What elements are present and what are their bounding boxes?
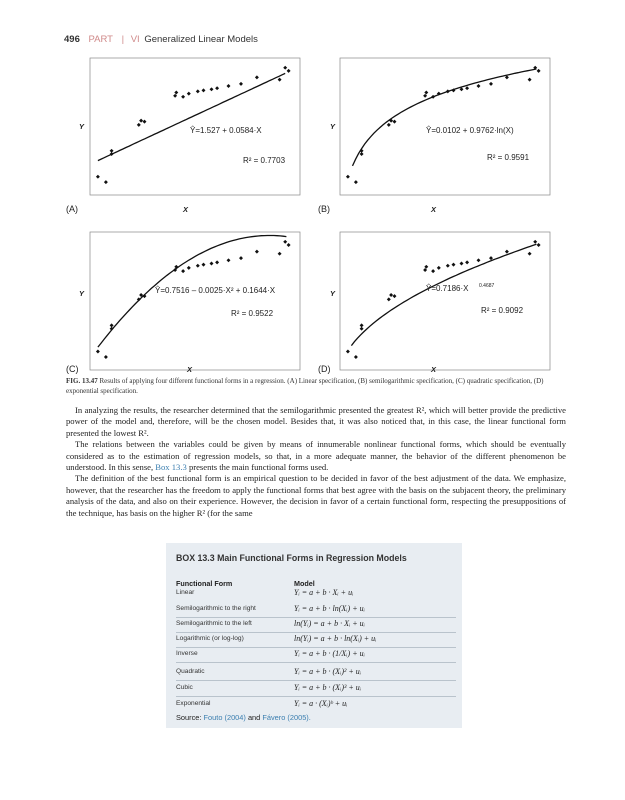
chapter-title: Generalized Linear Models <box>144 34 258 45</box>
box-row <box>176 588 456 602</box>
data-point <box>283 240 287 244</box>
row-divider <box>176 662 456 663</box>
functional-form-name: Exponential <box>176 700 211 707</box>
r-squared-label: R² = 0.9591 <box>487 153 530 162</box>
x-axis-label: X <box>431 365 437 374</box>
functional-form-name: Cubic <box>176 684 193 691</box>
data-point <box>505 250 509 254</box>
data-point <box>387 123 391 127</box>
data-point <box>215 260 219 264</box>
data-point <box>137 123 141 127</box>
source-ref-fouto[interactable]: Fouto (2004) <box>203 713 246 722</box>
row-divider <box>176 617 456 618</box>
row-divider <box>176 632 456 633</box>
data-point <box>196 89 200 93</box>
functional-form-name: Semilogarithmic to the left <box>176 620 252 627</box>
data-point <box>110 149 114 153</box>
data-point <box>181 95 185 99</box>
data-point <box>255 250 259 254</box>
data-point <box>239 256 243 260</box>
data-point <box>202 88 206 92</box>
box-title: BOX 13.3 Main Functional Forms in Regression Models <box>176 553 407 563</box>
data-point <box>143 294 147 298</box>
data-point <box>354 180 358 184</box>
data-point <box>424 265 428 269</box>
data-point <box>196 264 200 268</box>
caption-label: FIG. 13.47 <box>66 377 98 385</box>
body-text <box>66 405 566 519</box>
panel-label: (D) <box>318 364 331 374</box>
fit-curve <box>351 244 536 345</box>
chart-panel <box>66 232 300 374</box>
data-point <box>477 258 481 262</box>
plot-area-border <box>340 232 550 370</box>
data-point <box>227 84 231 88</box>
data-point <box>346 350 350 354</box>
figure-13-47 <box>0 0 625 380</box>
data-point <box>423 268 427 272</box>
caption-text: Results of applying four different functional forms in a regression. (A) Linear specification, (B) semilogarithmic specification, (C) quadratic specification, (D) exponential specification. <box>66 377 544 395</box>
source-ref-favero[interactable]: Fávero (2005). <box>262 713 311 722</box>
data-point <box>354 355 358 359</box>
data-point <box>446 264 450 268</box>
data-point <box>489 256 493 260</box>
data-point <box>210 87 214 91</box>
data-point <box>139 119 143 123</box>
source-and: and <box>247 713 261 722</box>
paragraph-2-start: The relations between the variables could be given by means of innumerable nonlinear functional forms, which should be eventually considered as to the estimation of regression models, so that, in a more adequate manner, the behavior of the different phenomenon be understood. In this sense, <box>66 439 566 473</box>
data-point <box>346 175 350 179</box>
data-point <box>187 92 191 96</box>
box-row <box>176 604 456 618</box>
data-point <box>387 297 391 301</box>
source-label: Source: <box>176 713 202 722</box>
part-number: VI <box>130 34 140 45</box>
data-point <box>360 149 364 153</box>
r-squared-label: R² = 0.9522 <box>231 309 274 318</box>
fit-curve <box>353 69 537 166</box>
paragraph-1: In analyzing the results, the researcher determined that the semilogarithmic presented the greatest R², which will better provide the predictive power of the model and, therefore, will be the chosen model. Besides that, it was also noticed that, in this case, the linear functional form presented the lowest R². <box>66 405 566 438</box>
data-point <box>174 91 178 95</box>
data-point <box>465 260 469 264</box>
regression-equation: Ŷ=0.7516 – 0.0025·X² + 0.1644·X <box>155 286 276 295</box>
functional-form-name: Quadratic <box>176 668 205 675</box>
col-header-model: Model <box>294 579 315 588</box>
chart-panel <box>318 232 550 374</box>
y-axis-label: Y <box>330 289 336 298</box>
data-point <box>465 86 469 90</box>
data-point <box>537 243 541 247</box>
functional-form-name: Inverse <box>176 650 198 657</box>
data-point <box>452 263 456 267</box>
data-point <box>423 94 427 98</box>
data-point <box>533 240 537 244</box>
data-point <box>283 66 287 70</box>
data-point <box>210 262 214 266</box>
regression-equation: Ŷ=0.0102 + 0.9762·ln(X) <box>426 126 514 135</box>
box-source <box>176 713 311 722</box>
paragraph-3: The definition of the best functional form is an empirical question to be decided in favor of the best adjustment of the data. We emphasize, however, that the researcher has the freedom to apply the functional forms that best agree with the basis on the subjacent theory, the preliminary analysis of the data, and also on their experience. However, the decision in favor of a certain functional form, respecting the presuppositions of the technique, has basis on the higher R² (for the same <box>66 473 566 518</box>
x-axis-label: X <box>183 205 189 214</box>
data-point <box>431 95 435 99</box>
y-axis-label: Y <box>79 122 85 131</box>
header-separator: | <box>121 34 125 45</box>
data-point <box>528 78 532 82</box>
panel-label: (A) <box>66 204 78 214</box>
row-divider <box>176 696 456 697</box>
data-point <box>360 323 364 327</box>
model-equation: Yᵢ = a + b · Xᵢ + uᵢ <box>294 588 354 597</box>
data-point <box>537 69 541 73</box>
data-point <box>181 269 185 273</box>
x-axis-label: X <box>187 365 193 374</box>
y-axis-label: Y <box>79 289 85 298</box>
paragraph-2 <box>66 439 566 473</box>
plot-area-border <box>90 232 300 370</box>
chart-panel <box>318 58 550 214</box>
row-divider <box>176 647 456 648</box>
model-equation: Yᵢ = a + b · (1/Xᵢ) + uᵢ <box>294 649 365 658</box>
model-equation: Yᵢ = a + b · (Xᵢ)² + uᵢ <box>294 667 362 676</box>
panel-label: (C) <box>66 364 79 374</box>
data-point <box>424 91 428 95</box>
paragraph-2-end: presents the main functional forms used. <box>188 462 329 473</box>
model-equation: Yᵢ = a · (Xᵢ)ᵇ + uᵢ <box>294 699 348 708</box>
functional-form-name: Semilogarithmic to the right <box>176 605 256 612</box>
box-row <box>176 699 456 713</box>
data-point <box>446 89 450 93</box>
box-row <box>176 649 456 663</box>
model-equation: ln(Yᵢ) = a + b · Xᵢ + uᵢ <box>294 619 365 628</box>
box-13-3-link[interactable]: Box 13.3 <box>155 462 187 473</box>
data-point <box>287 243 291 247</box>
functional-form-name: Linear <box>176 589 195 596</box>
box-row <box>176 683 456 697</box>
data-point <box>173 94 177 98</box>
data-point <box>287 69 291 73</box>
model-equation: Yᵢ = a + b · ln(Xᵢ) + uᵢ <box>294 604 365 613</box>
model-equation: Yᵢ = a + b · (Xᵢ)³ + uᵢ <box>294 683 362 692</box>
regression-equation: Ŷ=1.527 + 0.0584·X <box>190 126 262 135</box>
data-point <box>104 180 108 184</box>
data-point <box>437 266 441 270</box>
equation-exponent: 0.4687 <box>479 283 495 289</box>
data-point <box>104 355 108 359</box>
col-header-form: Functional Form <box>176 579 233 588</box>
data-point <box>227 258 231 262</box>
fit-curve <box>98 73 285 160</box>
data-point <box>255 75 259 79</box>
data-point <box>110 323 114 327</box>
box-row <box>176 634 456 648</box>
data-point <box>278 252 282 256</box>
r-squared-label: R² = 0.9092 <box>481 306 524 315</box>
data-point <box>96 350 100 354</box>
functional-form-name: Logarithmic (or log-log) <box>176 635 244 642</box>
data-point <box>278 78 282 82</box>
data-point <box>389 293 393 297</box>
data-point <box>96 175 100 179</box>
page-number: 496 <box>64 34 80 45</box>
data-point <box>477 84 481 88</box>
data-point <box>187 266 191 270</box>
r-squared-label: R² = 0.7703 <box>243 156 286 165</box>
data-point <box>215 86 219 90</box>
row-divider <box>176 680 456 681</box>
data-point <box>143 120 147 124</box>
part-label: PART <box>88 34 113 45</box>
panel-label: (B) <box>318 204 330 214</box>
model-equation: ln(Yᵢ) = a + b · ln(Xᵢ) + uᵢ <box>294 634 377 643</box>
box-13-3 <box>166 543 462 728</box>
data-point <box>393 120 397 124</box>
figure-caption <box>66 377 566 396</box>
data-point <box>489 82 493 86</box>
data-point <box>460 262 464 266</box>
box-row <box>176 619 456 633</box>
x-axis-label: X <box>431 205 437 214</box>
data-point <box>202 263 206 267</box>
y-axis-label: Y <box>330 122 336 131</box>
data-point <box>528 252 532 256</box>
data-point <box>393 294 397 298</box>
regression-equation: Ŷ=0.7186·X <box>426 284 469 293</box>
data-point <box>239 82 243 86</box>
box-row <box>176 667 456 681</box>
data-point <box>431 269 435 273</box>
chart-panel <box>66 58 300 214</box>
